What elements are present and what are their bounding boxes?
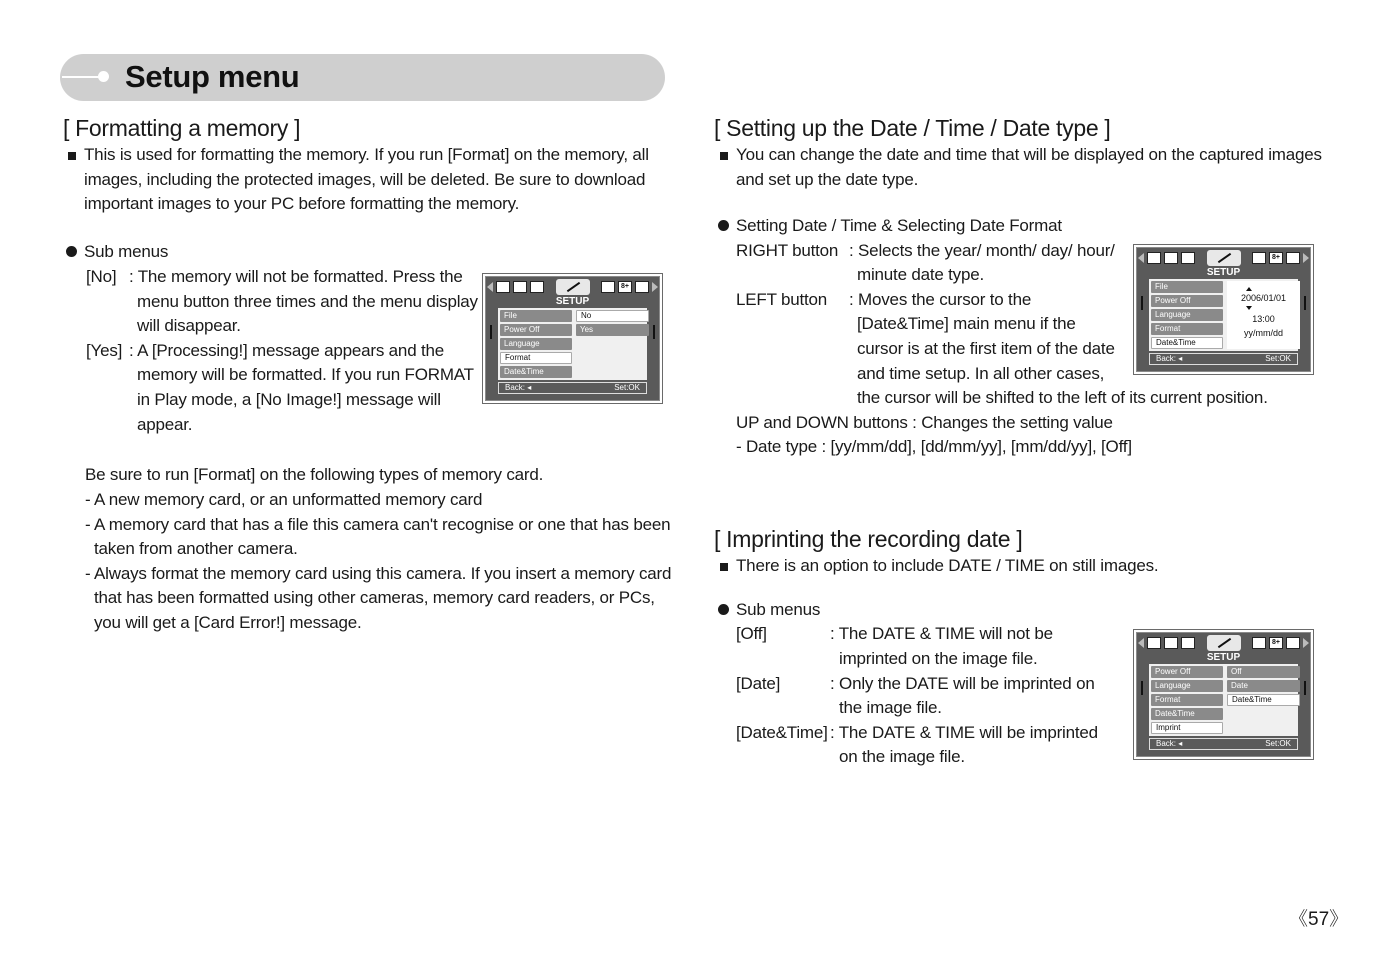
menu-item-language: Language xyxy=(500,338,572,350)
datetime-option-text: on the image file. xyxy=(839,747,965,766)
round-bullet-icon xyxy=(66,246,77,257)
arrow-left-icon xyxy=(1138,638,1144,648)
datetime-option-text: : The DATE & TIME will be imprinted xyxy=(830,723,1098,742)
format-note: you will get a [Card Error!] message. xyxy=(94,613,362,632)
arrow-left-icon xyxy=(487,282,493,292)
yes-option-text: memory will be formatted. If you run FORMAT xyxy=(137,365,474,384)
right-bar xyxy=(1304,296,1306,310)
wrench-icon xyxy=(1207,635,1241,651)
camera-screen-imprint xyxy=(1133,629,1314,760)
camera-screen-format xyxy=(482,273,663,404)
right-button-text: minute date type. xyxy=(857,265,985,284)
menu-item-format: Format xyxy=(500,352,572,364)
right-bar xyxy=(1304,681,1306,695)
left-button-label: LEFT button xyxy=(736,290,828,309)
menu-item-power-off: Power Off xyxy=(500,324,572,336)
camera-menu-title: SETUP xyxy=(1206,652,1241,663)
sound-icon: 8+ xyxy=(1269,252,1283,264)
left-button-text: : Moves the cursor to the xyxy=(849,290,1032,309)
image-mode-icon xyxy=(1164,637,1178,649)
date-type-text: - Date type : [yy/mm/dd], [dd/mm/yy], [mm/dd/yy], [Off] xyxy=(736,437,1132,456)
yes-option-text: in Play mode, a [No Image!] message will xyxy=(137,390,441,409)
arrow-right-icon xyxy=(1303,253,1309,263)
banner-line xyxy=(62,76,102,78)
left-button-text: the cursor will be shifted to the left of its current position. xyxy=(857,388,1268,407)
square-bullet-icon xyxy=(68,152,76,160)
down-arrow-icon xyxy=(1246,306,1252,310)
menu-item-language: Language xyxy=(1151,309,1223,321)
set-hint: Set:OK xyxy=(1265,354,1291,363)
wrench-icon xyxy=(556,279,590,295)
date-option-label: [Date] xyxy=(736,674,781,693)
menu-item-date-time: Date&Time xyxy=(1151,337,1223,349)
formatting-intro-line: This is used for formatting the memory. If you run [Format] on the memory, all xyxy=(84,145,649,164)
right-bar xyxy=(653,325,655,339)
sound-icon: 8+ xyxy=(1269,637,1283,649)
off-option-label: [Off] xyxy=(736,624,767,643)
frame-mode-icon xyxy=(1181,252,1195,264)
option-no: No xyxy=(576,310,649,322)
formatting-intro-line: images, including the protected images, will be deleted. Be sure to download xyxy=(84,170,646,189)
banner-dot-icon xyxy=(98,71,109,82)
right-button-text: : Selects the year/ month/ day/ hour/ xyxy=(849,241,1115,260)
date-format-value: yy/mm/dd xyxy=(1243,328,1283,338)
menu-item-power-off: Power Off xyxy=(1151,295,1223,307)
datetime-intro-line: You can change the date and time that will be displayed on the captured images xyxy=(736,145,1322,164)
menu-item-date-time: Date&Time xyxy=(1151,708,1223,720)
frame-mode-icon xyxy=(530,281,544,293)
format-note: - A new memory card, or an unformatted memory card xyxy=(85,490,483,509)
no-option-text: : The memory will not be formatted. Press the xyxy=(129,267,463,286)
option-date: Date xyxy=(1227,680,1300,692)
format-note: - Always format the memory card using this camera. If you insert a memory card xyxy=(85,564,672,583)
left-button-text: and time setup. In all other cases, xyxy=(857,364,1105,383)
left-button-text: cursor is at the first item of the date xyxy=(857,339,1115,358)
datetime-intro-line: and set up the date type. xyxy=(736,170,919,189)
set-hint: Set:OK xyxy=(1265,739,1291,748)
format-note: Be sure to run [Format] on the following types of memory card. xyxy=(85,465,544,484)
time-value: 13:00 xyxy=(1252,314,1275,324)
menu-item-language: Language xyxy=(1151,680,1223,692)
menu-item-power-off: Power Off xyxy=(1151,666,1223,678)
date-time-editor xyxy=(1227,281,1300,349)
option-off: Off xyxy=(1227,666,1300,678)
square-bullet-icon xyxy=(720,563,728,571)
option-yes: Yes xyxy=(576,324,649,336)
no-option-label: [No] xyxy=(86,267,117,286)
sub-menus-label: Sub menus xyxy=(84,242,169,261)
back-hint: Back: ◂ xyxy=(505,383,532,392)
up-arrow-icon xyxy=(1246,287,1252,291)
back-hint: Back: ◂ xyxy=(1156,739,1183,748)
person-icon xyxy=(1252,252,1266,264)
still-mode-icon xyxy=(1147,252,1161,264)
image-mode-icon xyxy=(513,281,527,293)
left-bar xyxy=(1141,681,1143,695)
off-option-text: : The DATE & TIME will not be xyxy=(830,624,1053,643)
set-hint: Set:OK xyxy=(614,383,640,392)
grid-icon xyxy=(1286,252,1300,264)
square-bullet-icon xyxy=(720,152,728,160)
left-button-text: [Date&Time] main menu if the xyxy=(857,314,1076,333)
wrench-icon xyxy=(1207,250,1241,266)
back-hint: Back: ◂ xyxy=(1156,354,1183,363)
page-number: 《57》 xyxy=(1289,909,1349,930)
datetime-heading: [ Setting up the Date / Time / Date type ] xyxy=(714,115,1111,141)
setting-date-label: Setting Date / Time & Selecting Date Format xyxy=(736,216,1062,235)
option-date-time: Date&Time xyxy=(1227,694,1300,706)
grid-icon xyxy=(1286,637,1300,649)
yes-option-label: [Yes] xyxy=(86,341,123,360)
round-bullet-icon xyxy=(718,220,729,231)
camera-menu-title: SETUP xyxy=(1206,267,1241,278)
camera-menu-title: SETUP xyxy=(555,296,590,307)
no-option-text: menu button three times and the menu display xyxy=(137,292,478,311)
arrow-right-icon xyxy=(652,282,658,292)
menu-item-file: File xyxy=(1151,281,1223,293)
yes-option-text: appear. xyxy=(137,415,193,434)
datetime-option-label: [Date&Time] xyxy=(736,723,828,742)
menu-item-format: Format xyxy=(1151,323,1223,335)
format-note: - A memory card that has a file this camera can't recognise or one that has been xyxy=(85,515,671,534)
page-title: Setup menu xyxy=(125,59,300,94)
no-option-text: will disappear. xyxy=(137,316,241,335)
left-bar xyxy=(1141,296,1143,310)
updown-text: UP and DOWN buttons : Changes the setting value xyxy=(736,413,1113,432)
camera-screen-date-time xyxy=(1133,244,1314,375)
format-note: that has been formatted using other cameras, memory card readers, or PCs, xyxy=(94,588,655,607)
yes-option-text: : A [Processing!] message appears and the xyxy=(129,341,444,360)
arrow-right-icon xyxy=(1303,638,1309,648)
frame-mode-icon xyxy=(1181,637,1195,649)
menu-item-imprint: Imprint xyxy=(1151,722,1223,734)
format-note: taken from another camera. xyxy=(94,539,298,558)
arrow-left-icon xyxy=(1138,253,1144,263)
left-bar xyxy=(490,325,492,339)
date-option-text: the image file. xyxy=(839,698,942,717)
image-mode-icon xyxy=(1164,252,1178,264)
date-value: 2006/01/01 xyxy=(1240,293,1287,303)
menu-item-format: Format xyxy=(1151,694,1223,706)
person-icon xyxy=(1252,637,1266,649)
sub-menus-label: Sub menus xyxy=(736,600,821,619)
grid-icon xyxy=(635,281,649,293)
menu-item-date-time: Date&Time xyxy=(500,366,572,378)
menu-item-file: File xyxy=(500,310,572,322)
still-mode-icon xyxy=(496,281,510,293)
right-button-label: RIGHT button xyxy=(736,241,839,260)
formatting-intro-line: important images to your PC before formatting the memory. xyxy=(84,194,520,213)
imprint-heading: [ Imprinting the recording date ] xyxy=(714,526,1023,552)
round-bullet-icon xyxy=(718,604,729,615)
still-mode-icon xyxy=(1147,637,1161,649)
off-option-text: imprinted on the image file. xyxy=(839,649,1038,668)
imprint-intro: There is an option to include DATE / TIME on still images. xyxy=(736,556,1159,575)
sound-icon: 8+ xyxy=(618,281,632,293)
person-icon xyxy=(601,281,615,293)
date-option-text: : Only the DATE will be imprinted on xyxy=(830,674,1095,693)
formatting-heading: [ Formatting a memory ] xyxy=(63,115,301,141)
